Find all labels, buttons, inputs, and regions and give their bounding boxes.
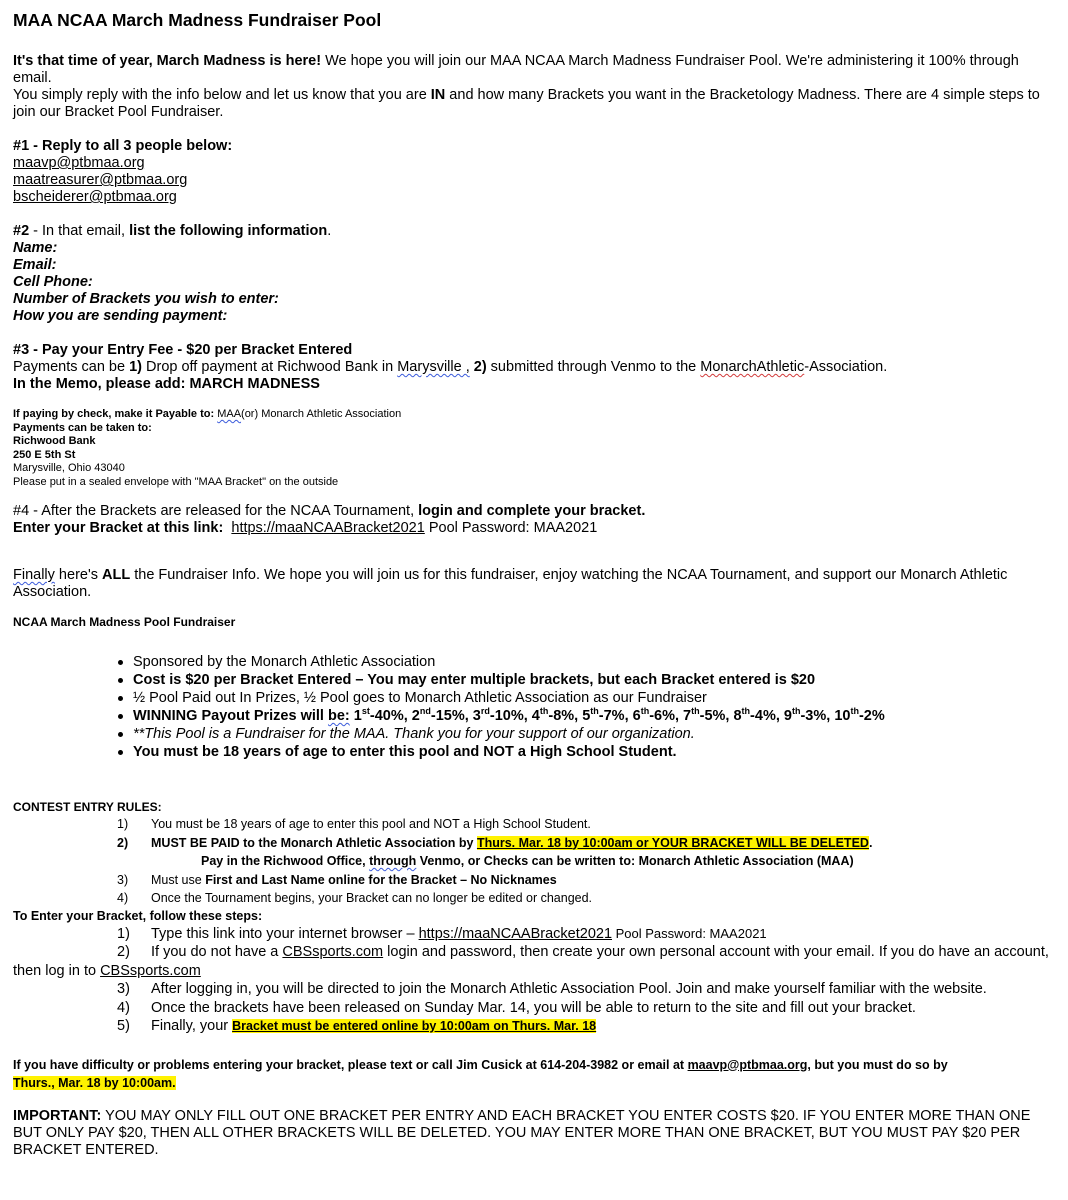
step-password: Pool Password: MAA2021: [612, 925, 767, 941]
rule-num: 1): [117, 817, 129, 831]
bracket-link[interactable]: https://maaNCAABracket2021: [231, 520, 425, 536]
rule-2: [13, 834, 1058, 853]
step-text: If you do not have a: [151, 944, 283, 960]
field-name: Name:: [13, 240, 58, 256]
important-paragraph: [13, 1108, 1058, 1159]
rule-text: You must be 18 years of age to enter this pool and NOT a High School Student.: [151, 817, 591, 831]
pay-text-2: Drop off payment at Richwood Bank in: [141, 359, 398, 375]
step2-num: #2: [13, 223, 30, 239]
rules-heading: CONTEST ENTRY RULES:: [13, 800, 162, 814]
prize-item: 10th-2%: [834, 706, 885, 724]
email-link-vp[interactable]: maavp@ptbmaa.org: [13, 155, 145, 171]
rule-text: MUST BE PAID to the Monarch Athletic Association by: [151, 835, 477, 850]
check-info: [13, 408, 1058, 489]
prize-item: 7th-5%,: [683, 706, 734, 724]
rule-deadline-highlight: Thurs. Mar. 18 by 10:00am or YOUR BRACKET WILL BE DELETED: [476, 835, 869, 850]
intro-in: IN: [430, 87, 446, 103]
difficulty-note: [13, 1056, 1058, 1092]
cbs-link-2[interactable]: CBSsports.com: [100, 962, 201, 979]
step-text-3: then log in to: [13, 962, 101, 979]
intro-text-2: and how many Brackets you want in the Bracketology Madness. There are 4 simple steps to join our Bracket Pool Fundraiser.: [13, 87, 1040, 120]
step4-line: [13, 503, 1058, 520]
step2-text: - In that email,: [29, 223, 130, 239]
pay-town: Marysville ,: [397, 359, 470, 375]
step2-period: .: [327, 223, 332, 239]
finally-word: Finally: [13, 567, 55, 583]
steps-heading: To Enter your Bracket, follow these steps:: [13, 908, 263, 923]
bullet-split: ½ Pool Paid out In Prizes, ½ Pool goes to Monarch Athletic Association as our Fundraiser: [13, 689, 1058, 707]
page-title: MAA NCAA March Madness Fundraiser Pool: [13, 10, 382, 30]
pay-text-4: -Association.: [804, 359, 888, 375]
document: [13, 10, 1058, 1159]
step-3: [13, 980, 1058, 999]
check-maa: MAA: [217, 408, 242, 420]
field-email: Email:: [13, 257, 57, 273]
bullet-age: You must be 18 years of age to enter this pool and NOT a High School Student.: [13, 743, 1058, 761]
difficulty-deadline-highlight: Thurs., Mar. 18 by 10:00am.: [13, 1075, 176, 1090]
rule-sub-through: through: [369, 854, 417, 868]
payment-line: [13, 359, 1058, 376]
pool-bullets: [13, 653, 1058, 761]
field-brackets: Number of Brackets you wish to enter:: [13, 291, 279, 307]
prize-item: 2nd-15%,: [411, 706, 473, 724]
step4-password: Pool Password: MAA2021: [424, 520, 598, 536]
step-num: 2): [117, 944, 130, 960]
step-text-2: login and password, then create your own personal account with your email. If you do have an account,: [383, 944, 1049, 960]
rule-3: [13, 871, 1058, 890]
check-label: If paying by check, make it Payable to:: [13, 408, 218, 420]
rule-bold: First and Last Name online for the Bracket – No Nicknames: [205, 872, 557, 887]
check-payee: (or) Monarch Athletic Association: [241, 408, 402, 420]
step-5: [13, 1017, 1058, 1036]
step-text: Once the brackets have been released on Sunday Mar. 14, you will be able to return to the site and fill out your bracket.: [151, 999, 916, 1016]
bullet-prizes: [13, 707, 1058, 725]
prize-item: 1st-40%,: [353, 706, 412, 724]
rule-4: [13, 889, 1058, 908]
finally-paragraph: [13, 567, 1058, 601]
pay-num-2: 2): [469, 359, 487, 375]
bank-city: Marysville, Ohio 43040: [13, 462, 125, 474]
step-num: 1): [117, 925, 130, 942]
step4-enter: Enter your Bracket at this link:: [13, 520, 224, 536]
intro-lead: It's that time of year, March Madness is here!: [13, 53, 322, 69]
memo-line: In the Memo, please add: MARCH MADNESS: [13, 376, 320, 392]
rule-text: Once the Tournament begins, your Bracket can no longer be edited or changed.: [151, 891, 593, 905]
finally-all: ALL: [102, 567, 131, 583]
prizes-label: WINNING Payout Prizes will: [133, 708, 328, 724]
bank-name: Richwood Bank: [13, 435, 96, 447]
pool-heading: NCAA March Madness Pool Fundraiser: [13, 615, 236, 629]
prize-item: 5th-7%,: [582, 706, 633, 724]
finally-text-2: the Fundraiser Info. We hope you will join us for this fundraiser, enjoy watching the NCAA Tournament, and support our Monarch Athletic Association.: [13, 567, 1008, 600]
intro-text: You simply reply with the info below and let us know that you are: [13, 87, 431, 103]
step-2-cont: [13, 962, 1058, 981]
intro-rest: We hope you will join our MAA NCAA March Madness Fundraiser Pool. We're administering it 100% through email.: [13, 53, 1019, 86]
pay-text: Payments can be: [13, 359, 130, 375]
rule-text: Must use: [151, 872, 206, 887]
bullet-sponsor: Sponsored by the Monarch Athletic Association: [13, 653, 1058, 671]
step-num: 4): [117, 999, 130, 1016]
rule-sub-text-2: Venmo, or Checks can be written to: Monarch Athletic Association (MAA): [416, 854, 854, 868]
email-link-treasurer[interactable]: maatreasurer@ptbmaa.org: [13, 172, 188, 188]
difficulty-text-2: , but you must do so by: [807, 1057, 948, 1072]
rule-num: 4): [117, 891, 129, 905]
step-text: After logging in, you will be directed to join the Monarch Athletic Association Pool. Join and make yourself familiar with the website.: [151, 981, 987, 997]
email-link-scheiderer[interactable]: bscheiderer@ptbmaa.org: [13, 189, 177, 205]
pay-num-1: 1): [129, 359, 142, 375]
step-text: Type this link into your internet browser –: [151, 925, 419, 942]
step3-heading: #3 - Pay your Entry Fee - $20 per Bracket Entered: [13, 342, 353, 358]
step-2: [13, 943, 1058, 962]
rule-num: 3): [117, 872, 129, 887]
bullet-fundraiser-note: **This Pool is a Fundraiser for the MAA. Thank you for your support of our organization.: [13, 725, 1058, 743]
rule-2-sub: [13, 852, 1058, 871]
finally-text: here's: [54, 567, 103, 583]
step-num: 5): [117, 1018, 130, 1034]
step2-heading: [13, 223, 1058, 240]
field-payment: How you are sending payment:: [13, 308, 228, 324]
pay-text-3: submitted through Venmo to the: [486, 359, 701, 375]
step-num: 3): [117, 981, 130, 997]
taken-label: Payments can be taken to:: [13, 421, 152, 434]
step-text: Finally, your: [151, 1018, 233, 1034]
field-cell: Cell Phone:: [13, 274, 93, 290]
intro-line2: [13, 87, 1058, 121]
step4-link-line: [13, 520, 1058, 537]
rule-num: 2): [117, 835, 129, 850]
intro-paragraph: [13, 53, 1058, 87]
step2-bold: list the following information: [129, 223, 328, 239]
step-4: [13, 999, 1058, 1018]
contest-rules: [13, 799, 1058, 925]
cbs-link[interactable]: CBSsports.com: [282, 944, 384, 960]
prize-item: 6th-6%,: [632, 706, 684, 724]
prize-item: 4th-8%,: [531, 706, 583, 724]
prize-list: [354, 708, 885, 724]
rule-period: .: [868, 835, 873, 850]
bank-street: 250 E 5th St: [13, 448, 76, 461]
bracket-link-2[interactable]: https://maaNCAABracket2021: [418, 925, 613, 942]
prizes-be: be:: [327, 708, 350, 724]
important-label: IMPORTANT:: [13, 1107, 102, 1124]
prize-item: 3rd-10%,: [472, 706, 532, 724]
pay-venmo: MonarchAthletic: [700, 359, 805, 375]
bullet-cost: Cost is $20 per Bracket Entered – You may enter multiple brackets, but each Bracket entered is $20: [13, 671, 1058, 689]
envelope-note: Please put in a sealed envelope with "MAA Bracket" on the outside: [13, 475, 339, 488]
enter-steps: [13, 925, 1058, 1036]
step1-heading: #1 - Reply to all 3 people below:: [13, 138, 233, 154]
prize-item: 9th-3%,: [783, 706, 835, 724]
step-deadline-highlight: Bracket must be entered online by 10:00am on Thurs. Mar. 18: [232, 1019, 597, 1033]
rule-sub-text: Pay in the Richwood Office,: [201, 854, 370, 868]
rule-1: [13, 815, 1058, 834]
important-text: YOU MAY ONLY FILL OUT ONE BRACKET PER ENTRY AND EACH BRACKET YOU ENTER COSTS $20. IF YOU ENTER MORE THAN ONE BUT ONLY PAY $20, THEN ALL OTHER BRACKETS WILL BE DELETED. YOU MAY ENTER MORE THAN ONE BRACKET, BUT YOU MUST PAY $20 PER BRACKET ENTERED.: [13, 1107, 1031, 1158]
step-1: [13, 925, 1058, 944]
difficulty-email-link[interactable]: maavp@ptbmaa.org: [687, 1057, 808, 1072]
step4-text: #4 - After the Brackets are released for the NCAA Tournament,: [13, 503, 419, 519]
prize-item: 8th-4%,: [733, 706, 784, 724]
step4-bold: login and complete your bracket.: [418, 503, 646, 519]
difficulty-text: If you have difficulty or problems entering your bracket, please text or call Jim Cusick at 614-204-3982 or email at: [13, 1057, 688, 1072]
